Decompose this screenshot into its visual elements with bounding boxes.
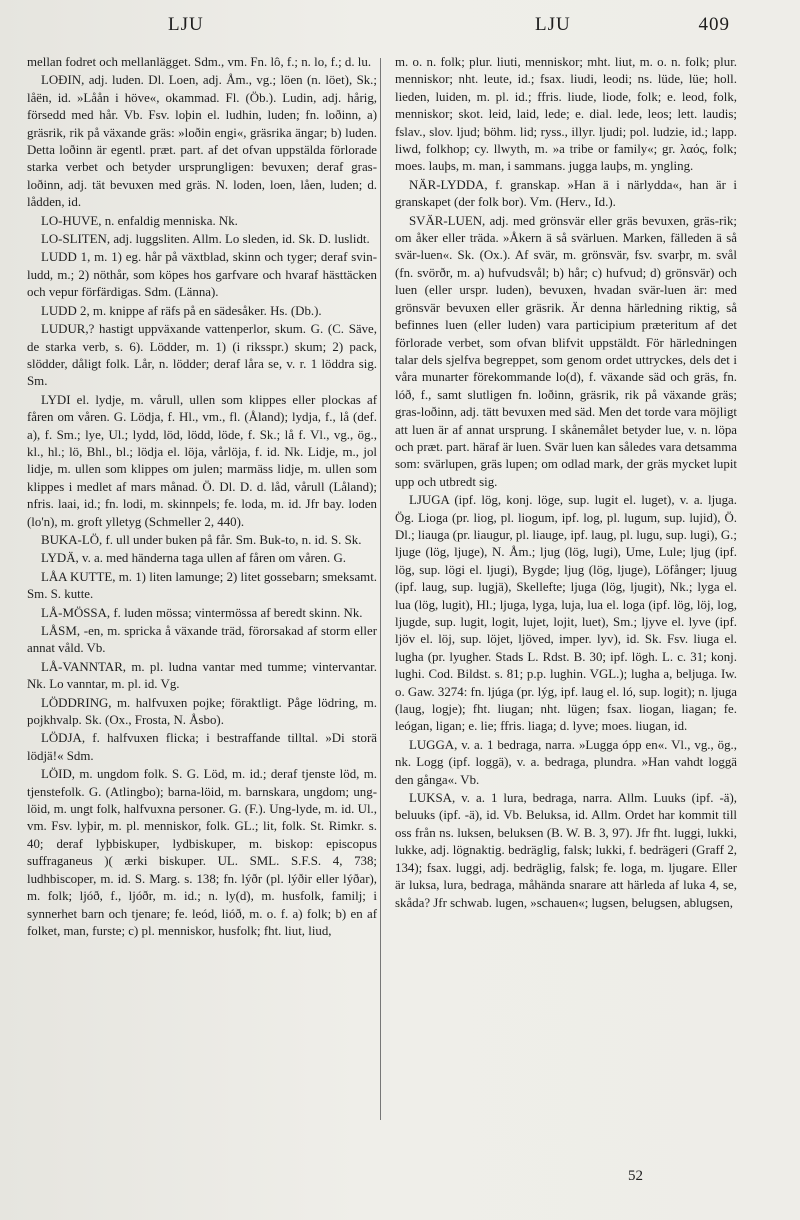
dictionary-entry: LÅ-VANNTAR, m. pl. ludna vantar med tumme; vintervantar. Nk. Lo vanntar, m. pl. id. Vg. [27, 659, 377, 692]
dictionary-entry: LJUGA (ipf. lög, konj. löge, sup. lugit el. luget), v. a. ljuga. Ög. Lioga (pr. liog, pl. liogum, ipf. log, pl. lugum, sup. lujid), Ö. Dl.; liauga (pr. liaugur, pl. liauge, ipf. laug, pl. lugu, sup. lugi), G.; ljuge (lög, ljuge), N. Åm.; ljug (lög, lugi), Ume, Lule; ljug (ipf. lög, sup. lögi el. ljugi), Bygde; ljug (lög, ljuge), Löfånger; ljuug (ipf. laug, sup. lugjä), Skellefte; ljuga (lög, ljugit), Nk.; lyga el. lua (lög, lugit), Hl.; ljuga, lyga, luja, lua el. loga (ipf. lög, löj, log, ljugde, sup. lugit, logit, lujet, lojit, luet), Sm.; ljyve el. lyve (ipf. ljöv el. löj, sup. löjet, ljöved, imper. lyv), id. Sk. Fsv. liuga el. lugha (pr. lyugher. Stads L. Rdst. B. 30; ipf. lögh. L. c. 31; konj. lughi. Cod. Bildst. s. 81; p.p. lughin. VGL.); lugha a, beljuga. Iw. o. Gaw. 3274: fn. ljúga (pr. lýg, ipf. laug el. ló, sup. logit); n. ljuga (laug, logje); fht. liugan; nht. lügen; fsax. liogan, liagan; fe. leógan, ligan; e. lie; ffris. liaga; d. lyve; moes. liugan, id. [395, 493, 737, 734]
running-head-left: LJU [168, 14, 204, 35]
column-divider [380, 58, 381, 1120]
dictionary-entry: LUKSA, v. a. 1 lura, bedraga, narra. Allm. Luuks (ipf. -ä), beluuks (ipf. -ä), id. Vb. Beluksa, id. Allm. Ordet har kommit till oss från ns. luksen, beluksen (B. W. B. 3, 97). Jfr fht. luggi, lukki, lukke, adj. lögnaktig. bedräglig, falsk; lukki, f. bedrägeri (Graff 2, 134); fsax. luggi, adj. bedräglig, falsk; fe. loga, m. ljugare. Eller är luksa, lura, bedraga, måhända snarare att härleda af luka 4, se, skåda? Jfr schwab. lugen, »schauen«; lugsen, belugsen, ablugsen, [395, 791, 737, 910]
dictionary-entry: LYDÄ, v. a. med händerna taga ullen af fåren om våren. G. [41, 551, 346, 566]
right-column [395, 54, 737, 913]
dictionary-entry: LUDD 1, m. 1) eg. hår på växtblad, skinn och tyger; deraf svin-ludd, m.; 2) nöthår, som köpes hos garfvare och hvaraf hästtäcken och vepur förfärdigas. Sdm. (Länna). [27, 250, 377, 300]
dictionary-entry: LUDD 2, m. knippe af räfs på en sädesåker. Hs. (Db.). [41, 303, 322, 318]
left-column [27, 54, 377, 941]
running-head-right: LJU [535, 14, 571, 35]
dictionary-entry: SVÄR-LUEN, adj. med grönsvär eller gräs bevuxen, gräs-rik; om åker eller träda. »Åkern ä så svärluen. Marken, fälleden ä så svär-luen«. Sk. (Ox.). Af svär, m. grönsvär, fsv. svarþr, m. svål (fn. svörðr, m. a) hufvudsvål; b) hår; c) hufvud; d) grönsvär) och luen (eller urspr. luden), bevuxen, hvadan svär-luen är: med grönsvär bevuxen eller gräsrik. Är denna härledning riktig, så befinnes luen (eller luden) vara participium præteritum af det förlorade verbet, som ofvan blifvit uppstäldt. För härledningen talar dels sjelfva begreppet, som genom ordet uttryckes, dels det i våra munarter förekommande lo(d), f. växande säd och gräs, fn. lóð, f., samt slutligen fn. loðinn, gräsrik, rik på växande gräs; gras-loðinn, adj. tätt bevuxen med säd. Men det torde vara möjligt att luen är af annat ursprung. I skånemålet betyder lue, v. n. löpa och præt. part. häraf är luen. Svär luen kan således vara detsamma som: svärlupen, gräs lupen; om odlad mark, der gräs mycket lupit upp och utbredt sig. [395, 213, 737, 489]
dictionary-entry: LOÐIN, adj. luden. Dl. Loen, adj. Åm., vg.; löen (n. löet), Sk.; låën, id. »Låån i höve«, okammad. Fl. (Öb.). Ludin, adj. hårig, försedd med hår. Vb. Fsv. loþin el. ludhin, luden; fn. loðinn, a) gräsrik, rik på växande gräs: »loðin engi«, gräsrika ängar; b) luden. Detta loðinn är egentl. præt. part. af det ofvan uppstälda förlorade starka verbet och betyder ursprungligen: bevuxen; deraf gras-loðinn, adj. tät bevuxen med gräs. N. loden, loen, låen, luden; d. lådden, id. [27, 73, 377, 210]
dictionary-entry: BUKA-LÖ, f. ull under buken på får. Sm. Buk-to, n. id. S. Sk. [41, 532, 362, 547]
dictionary-entry: mellan fodret och mellanlägget. Sdm., vm. Fn. lô, f.; n. lo, f.; d. lu. [27, 55, 372, 69]
dictionary-entry: LO-HUVE, n. enfaldig menniska. Nk. [41, 213, 238, 228]
dictionary-entry: LÅ-MÖSSA, f. luden mössa; vintermössa af beredt skinn. Nk. [41, 605, 363, 620]
dictionary-entry: LÖDDRING, m. halfvuxen pojke; föraktligt. Påge lödring, m. pojkhvalp. Sk. (Ox., Frosta, N. Åsbo). [27, 695, 377, 728]
dictionary-entry: LUDUR,? hastigt uppväxande vattenperlor, skum. G. (C. Säve, de starka verb, s. 6). Lödder, m. 1) (i riksspr.) skum; 2) pack, slödder, dåligt folk. Lår, n. lödder; deraf låra se, v. r. 1 löddra sig. Sm. [27, 322, 377, 389]
dictionary-entry: NÄR-LYDDA, f. granskap. »Han ä i närlydda«, han är i granskapet (der folk bor). Vm. (Herv., Id.). [395, 177, 737, 210]
page-number: 409 [698, 14, 730, 35]
dictionary-entry: LO-SLITEN, adj. luggsliten. Allm. Lo sleden, id. Sk. D. luslidt. [41, 232, 370, 247]
dictionary-entry: LÅA KUTTE, m. 1) liten lamunge; 2) litet gossebarn; smeksamt. Sm. S. kutte. [27, 569, 377, 602]
dictionary-entry: LUGGA, v. a. 1 bedraga, narra. »Lugga ópp en«. Vl., vg., ög., nk. Logg (ipf. loggä), v. a. bedraga, plundra. »Han vahdt loggä den gånga«. Vb. [395, 737, 737, 787]
dictionary-entry: LYDI el. lydje, m. vårull, ullen som klippes eller plockas af fåren om våren. G. Lödja, f. Hl., vm., fl. (Åland); lydja, f., lå (def. a), f. Sm.; lye, Ul.; lydd, löd, lödd, löde, f. Sk.; lå f. Vl., vg., ög., kl., hl.; lö, Bhl., bl.; lödja el. löja, vårlöja, f. id. Nk. Lidje, m., jol lidje, m. ullen som klippes om julen; marmäss lidje, m. ullen som klippes i medlet af mars månad. Ö. Dl. D. d. låd, vårull (Låland); nfris. laai, id.; fn. lodi, m. skinnpels; fe. loda, m. id. Jfr bay. loden (lo'n), m. groft ylletyg (Schmeller 2, 440). [27, 392, 377, 529]
dictionary-entry: LÖDJA, f. halfvuxen flicka; i bestraffande tilltal. »Di storä lödjä!« Sdm. [27, 731, 377, 763]
dictionary-entry: LÅSM, -en, m. spricka å växande träd, förorsakad af storm eller annat våld. Vb. [27, 624, 377, 656]
dictionary-entry: m. o. n. folk; plur. liuti, menniskor; mht. liut, m. o. n. folk; plur. menniskor; nht. leute, id.; fsax. liudi, leodi; ns. lüde, lüe; holl. lieden, luiden, m. pl. id.; ffris. liude, liode, folk; e. leod, folk, menniskor; skot. leid, laid, lede; e. dial. lede, leos; lett. laudis; fslav., slov. ljud; böhm. lid; ryss., illyr. ljudi; pol. ludzie, id.; lapp. liwd, folkhop; cy. llwyth, m. »a tribe or family«; gr. λαός, folk; moes. lauþs, m. man, i sammans. jugga lauþs, m. yngling. [395, 55, 737, 174]
signature-number: 52 [628, 1168, 643, 1184]
dictionary-entry: LÖID, m. ungdom folk. S. G. Löd, m. id.; deraf tjenste löd, m. tjenstefolk. G. (Atlingbo); barna-löid, m. barnskara, ungdom; ung-löid, m. ungt folk, halfvuxna personer. G. (F.). Ung-lyde, m. id. Ul., vm. Fsv. lyþir, m. pl. menniskor, folk. GL.; lit, folk. St. Rimkr. s. 40; deraf lyþbiskuper, lydbiskuper, m. biskop: episcopus suffraganeus )( ærki biskuper. UL. SML. S.F.S. 4, 738; ludhbiscoper, m. id. S. Marg. s. 138; fn. lýðr (pl. lýðir eller lýðar), m. folk; ljóð, f., ljóðr, m. id.; n. ly(d), m. husfolk, familj; i synnerhet barn och tjenare; fe. leód, lióð, m. o. f. a) folk; b) en af folket, man, furste; c) pl. menniskor, husfolk; fht. liut, liud, [27, 767, 377, 938]
